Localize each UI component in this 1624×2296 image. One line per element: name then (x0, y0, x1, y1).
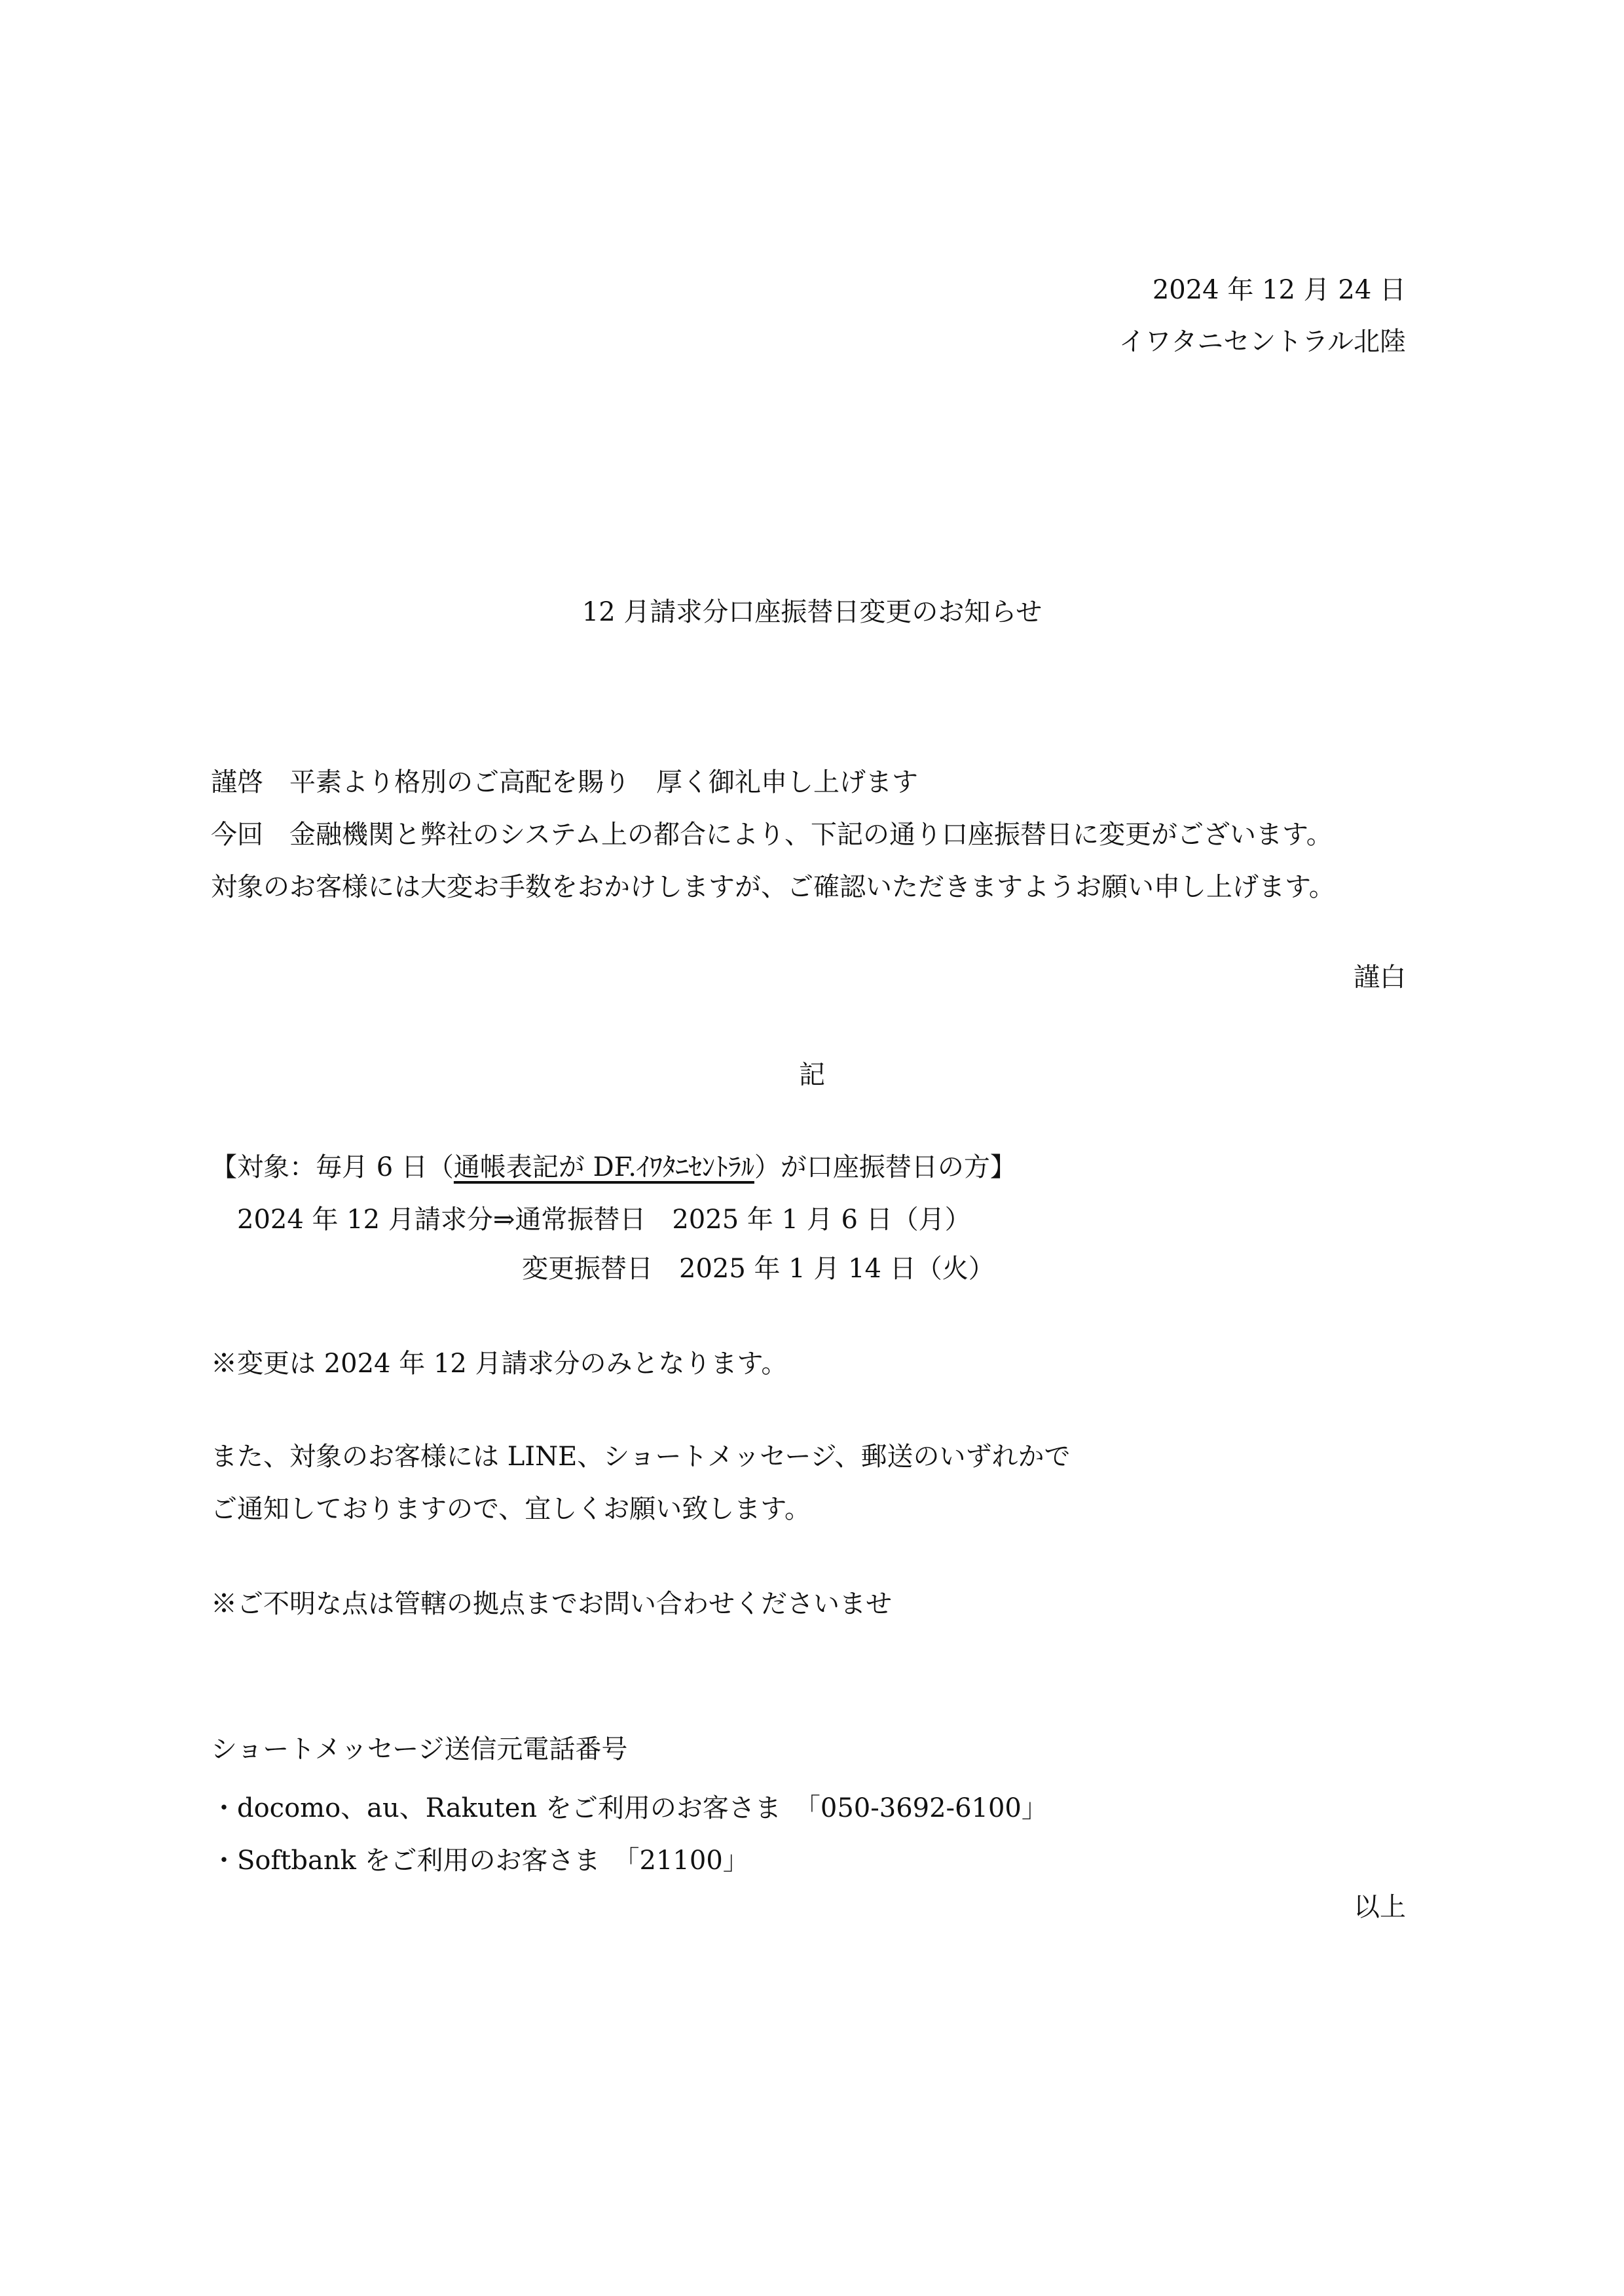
date: 2024 年 12 月 24 日 (1152, 275, 1406, 305)
closing-kinpaku: 謹白 (1354, 962, 1406, 993)
greeting-line: 謹啓 平素より格別のご高配を賜り 厚く御礼申し上げます (211, 767, 918, 797)
changed-transfer-line: 変更振替日 2025 年 1 月 14 日（火） (522, 1254, 995, 1284)
target-suffix: ）が口座振替日の方】 (754, 1152, 1016, 1182)
notice-line-2: ご通知しておりますので、宜しくお願い致します。 (211, 1494, 811, 1524)
sms-item-docomo: ・docomo、au、Rakuten をご利用のお客さま 「050-3692-6100」 (211, 1793, 1048, 1823)
normal-transfer-line: 2024 年 12 月請求分⇒通常振替日 2025 年 1 月 6 日（月） (237, 1205, 971, 1235)
passbook-notation: 通帳表記が DF.ｲﾜﾀﾆｾﾝﾄﾗﾙ (453, 1152, 754, 1182)
body-line-2: 今回 金融機関と弊社のシステム上の都合により、下記の通り口座振替日に変更がございます。 (211, 820, 1333, 850)
notice-line-1: また、対象のお客様には LINE、ショートメッセージ、郵送のいずれかで (211, 1442, 1071, 1472)
end-mark: 以上 (1354, 1892, 1406, 1922)
body-line-3: 対象のお客様には大変お手数をおかけしますが、ご確認いただきますようお願い申し上げます。 (211, 872, 1335, 902)
sms-heading: ショートメッセージ送信元電話番号 (211, 1734, 628, 1764)
company-name: イワタニセントラル北陸 (1118, 327, 1406, 357)
inquiry-note: ※ご不明な点は管轄の拠点までお問い合わせくださいませ (211, 1589, 892, 1619)
note-change-scope: ※変更は 2024 年 12 月請求分のみとなります。 (211, 1349, 788, 1379)
sms-item-softbank: ・Softbank をご利用のお客さま 「21100」 (211, 1846, 749, 1876)
ki-heading: 記 (799, 1060, 825, 1090)
target-line (211, 1151, 1016, 1184)
target-prefix: 【対象：毎月 6 日（ (211, 1152, 454, 1182)
document-title: 12 月請求分口座振替日変更のお知らせ (581, 597, 1043, 627)
